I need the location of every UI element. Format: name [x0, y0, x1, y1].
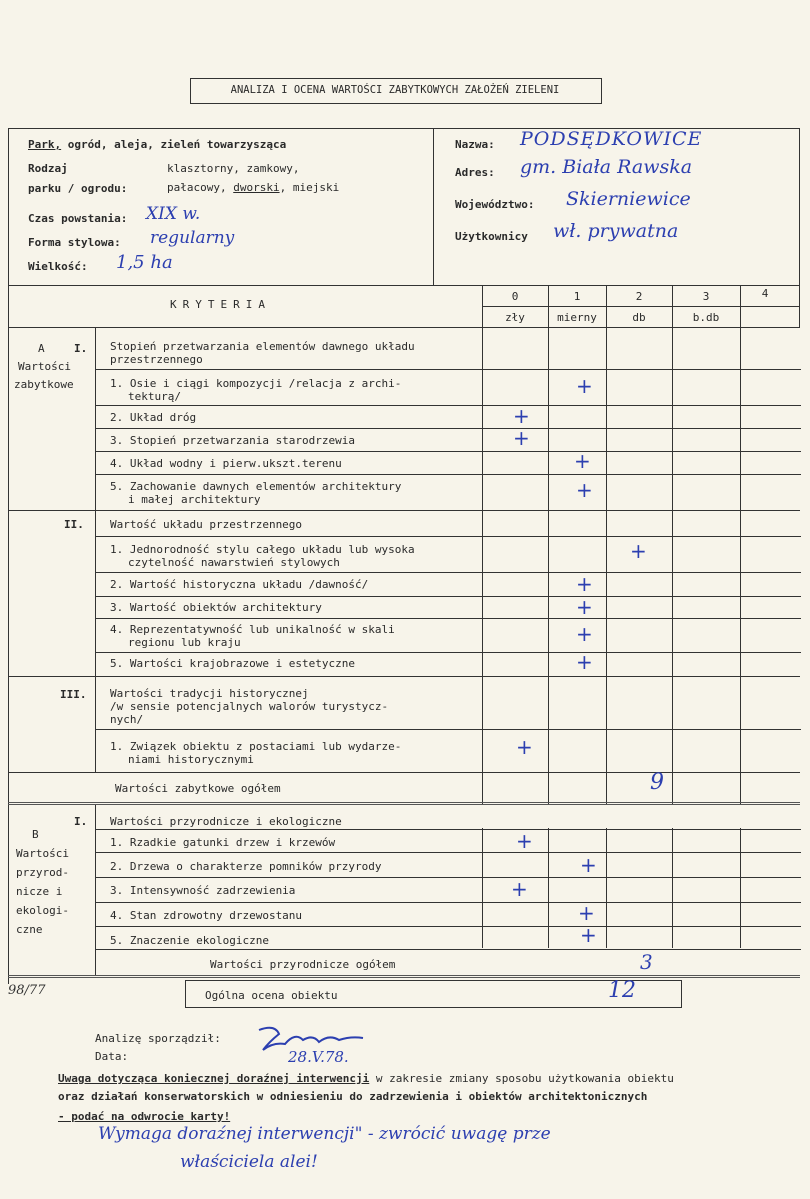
b-item-3: 3. Intensywność zadrzewienia [110, 884, 296, 897]
a-item-1-3: 3. Stopień przetwarzania starodrzewia [110, 434, 356, 447]
row-line-572 [95, 572, 801, 573]
mark-b-1: + [516, 829, 533, 853]
section-a-roman-2: II. [64, 518, 84, 531]
forma-value: regularny [150, 228, 235, 248]
a-item-2-5: 5. Wartości krajobrazowe i estetyczne [110, 657, 356, 670]
b-row-line-926 [95, 926, 801, 927]
b-row-line-829 [95, 829, 801, 830]
row-line-772 [8, 772, 800, 773]
handwritten-note-2: właściciela alei! [180, 1152, 318, 1172]
uwaga-line-3: - podać na odwrocie karty! [58, 1110, 231, 1123]
score-0: 0 [511, 290, 519, 303]
margin-note: 98/77 [8, 983, 46, 998]
mark-b-5: + [580, 923, 597, 947]
data-label: Data: [95, 1050, 129, 1063]
mark-a2-1: + [630, 539, 647, 563]
group-2-title: Wartość układu przestrzennego [110, 518, 303, 531]
section-b-name-1: Wartości [16, 847, 69, 860]
wojewodztwo-label: Województwo: [455, 198, 535, 211]
col-line-1 [548, 285, 549, 805]
score-name-3: b.db [692, 311, 720, 324]
adres-value: gm. Biała Rawska [520, 156, 693, 178]
rodzaj-options-2: pałacowy, dworski, miejski [167, 181, 340, 194]
a-item-1-1b: tekturą/ [128, 390, 181, 403]
wielkosc-label: Wielkość: [28, 260, 88, 273]
section-a-name-1: Wartości [18, 360, 71, 373]
b-item-2: 2. Drzewa o charakterze pomników przyrody [110, 860, 382, 873]
wielkosc-value: 1,5 ha [116, 252, 173, 273]
section-b-title: Wartości przyrodnicze i ekologiczne [110, 815, 342, 828]
uzytkownicy-label: Użytkownicy [455, 230, 528, 243]
row-line-405 [95, 405, 801, 406]
forma-label: Forma stylowa: [28, 236, 121, 249]
header-bottom-line [8, 285, 800, 286]
row-line-428 [95, 428, 801, 429]
a-total-label: Wartości zabytkowe ogółem [115, 782, 281, 795]
row-line-618 [95, 618, 801, 619]
uwaga-line-1 [58, 1072, 674, 1085]
a-item-2-4b: regionu lub kraju [128, 636, 241, 649]
mark-a1-2: + [513, 404, 530, 428]
b-col-line-3 [672, 828, 673, 948]
frame-right-top [799, 128, 800, 286]
mark-b-3: + [511, 877, 528, 901]
row-line-729 [95, 729, 801, 730]
a-item-2-4: 4. Reprezentatywność lub unikalność w skali [110, 623, 395, 636]
a-item-3-1b: niami historycznymi [128, 753, 254, 766]
mark-a2-5: + [576, 650, 593, 674]
row-line-536 [95, 536, 801, 537]
section-b-name-3: nicze i [16, 885, 63, 898]
a-item-2-1: 1. Jednorodność stylu całego układu lub wysoka [110, 543, 415, 556]
section-a-letter: A [38, 342, 45, 355]
section-b-roman: I. [74, 815, 88, 828]
section-b-end-double-line [8, 975, 800, 978]
group-1-title-1: Stopień przetwarzania elementów dawnego układu [110, 340, 415, 353]
score-name-1: mierny [557, 311, 597, 324]
mark-a2-4: + [576, 622, 593, 646]
a-total-value: 9 [650, 770, 664, 795]
type-rest: ogród, aleja, zieleń towarzysząca [61, 138, 287, 151]
a-item-1-4: 4. Układ wodny i pierw.ukszt.terenu [110, 457, 342, 470]
col-line-4 [740, 285, 741, 805]
score-4: 4 [761, 287, 769, 300]
b-total-label: Wartości przyrodnicze ogółem [210, 958, 396, 971]
group-1-title-2: przestrzennego [110, 353, 203, 366]
score-name-0: zły [505, 311, 525, 324]
section-b-name-2: przyrod- [16, 866, 69, 879]
score-1: 1 [573, 290, 581, 303]
b-col-line-2 [606, 828, 607, 948]
section-a-divider [95, 327, 96, 772]
b-row-line-852 [95, 852, 801, 853]
header-divider [433, 128, 434, 286]
mark-a2-3: + [576, 595, 593, 619]
rodzaj-label-2: parku / ogrodu: [28, 182, 128, 195]
wojewodztwo-value: Skierniewice [566, 188, 691, 210]
b-item-5: 5. Znaczenie ekologiczne [110, 934, 269, 947]
rodzaj-options-1: klasztorny, zamkowy, [167, 162, 300, 175]
czas-value: XIX w. [146, 204, 201, 224]
section-b-name-5: czne [16, 923, 43, 936]
uwaga-rest: w zakresie zmiany sposobu użytkowania obiektu [369, 1072, 674, 1085]
row-line-596 [95, 596, 801, 597]
b-row-line-902 [95, 902, 801, 903]
object-type-line [28, 138, 286, 151]
col-line-3 [672, 285, 673, 805]
mark-b-4: + [578, 901, 595, 925]
mark-a3-1: + [516, 735, 533, 759]
section-b-name-4: ekologi- [16, 904, 69, 917]
section-a-name-2: zabytkowe [14, 378, 74, 391]
b-row-line-877 [95, 877, 801, 878]
a-item-2-1b: czytelność nawarstwień stylowych [128, 556, 340, 569]
b-col-line-4 [740, 828, 741, 948]
row-line-474 [95, 474, 801, 475]
kryteria-label: KRYTERIA [170, 298, 271, 311]
frame-left [8, 128, 9, 984]
section-b-letter: B [32, 828, 39, 841]
mark-a1-1: + [576, 374, 593, 398]
row-line-652 [95, 652, 801, 653]
uzytkownicy-value: wł. prywatna [553, 220, 679, 242]
mark-a1-5: + [576, 478, 593, 502]
section-a-end-double-line [8, 802, 800, 805]
group-3-title-2: /w sensie potencjalnych walorów turystycz- [110, 700, 389, 713]
nazwa-label: Nazwa: [455, 138, 495, 151]
score-2: 2 [635, 290, 643, 303]
handwritten-note-1: Wymaga doraźnej interwencji" - zwrócić uwagę prze [98, 1124, 551, 1144]
rodzaj-label: Rodzaj [28, 162, 68, 175]
mark-a2-2: + [576, 572, 593, 596]
b-row-line-949 [95, 949, 801, 950]
row-line-369 [95, 369, 801, 370]
score-header-bottom [8, 327, 800, 328]
score-header-mid [482, 306, 800, 307]
section-a-roman-3: III. [60, 688, 87, 701]
group-3-title-3: nych/ [110, 713, 144, 726]
overall-label: Ogólna ocena obiektu [205, 989, 338, 1002]
a-item-3-1: 1. Związek obiektu z postaciami lub wydarze- [110, 740, 402, 753]
group-3-title-1: Wartości tradycji historycznej [110, 687, 309, 700]
a-item-2-2: 2. Wartość historyczna układu /dawność/ [110, 578, 369, 591]
a-item-2-3: 3. Wartość obiektów architektury [110, 601, 322, 614]
col-line-2 [606, 285, 607, 805]
czas-label: Czas powstania: [28, 212, 128, 225]
score-name-2: db [632, 311, 646, 324]
mark-a1-4: + [574, 449, 591, 473]
nazwa-value: PODSĘDKOWICE [520, 128, 703, 150]
analiza-label: Analizę sporządził: [95, 1032, 221, 1045]
b-col-line-0 [482, 828, 483, 948]
b-item-4: 4. Stan zdrowotny drzewostanu [110, 909, 303, 922]
section-a-roman-1: I. [74, 342, 88, 355]
row-line-510 [8, 510, 800, 511]
row-line-451 [95, 451, 801, 452]
a-item-1-5b: i małej architektury [128, 493, 261, 506]
a-item-1-2: 2. Układ dróg [110, 411, 197, 424]
rodzaj-selected: dworski [233, 181, 280, 194]
uwaga-line-2: oraz działań konserwatorskich w odniesieniu do zadrzewienia i obiektów architektonicznych [58, 1090, 648, 1103]
date-value: 28.V.78. [288, 1048, 349, 1066]
uwaga-emphasis: Uwaga dotycząca koniecznej doraźnej interwencji [58, 1072, 370, 1085]
b-col-line-1 [548, 828, 549, 948]
adres-label: Adres: [455, 166, 495, 179]
type-park: Park, [28, 138, 62, 151]
b-item-1: 1. Rzadkie gatunki drzew i krzewów [110, 836, 336, 849]
overall-value: 12 [608, 978, 636, 1003]
page-title: ANALIZA I OCENA WARTOŚCI ZABYTKOWYCH ZAŁOŻEŃ ZIELENI [230, 84, 560, 96]
a-item-1-1: 1. Osie i ciągi kompozycji /relacja z archi- [110, 377, 402, 390]
col-line-0 [482, 285, 483, 805]
mark-a1-3: + [513, 426, 530, 450]
row-line-676 [8, 676, 800, 677]
mark-b-2: + [580, 853, 597, 877]
b-total-value: 3 [640, 950, 653, 974]
a-item-1-5: 5. Zachowanie dawnych elementów architektury [110, 480, 402, 493]
score-3: 3 [702, 290, 710, 303]
